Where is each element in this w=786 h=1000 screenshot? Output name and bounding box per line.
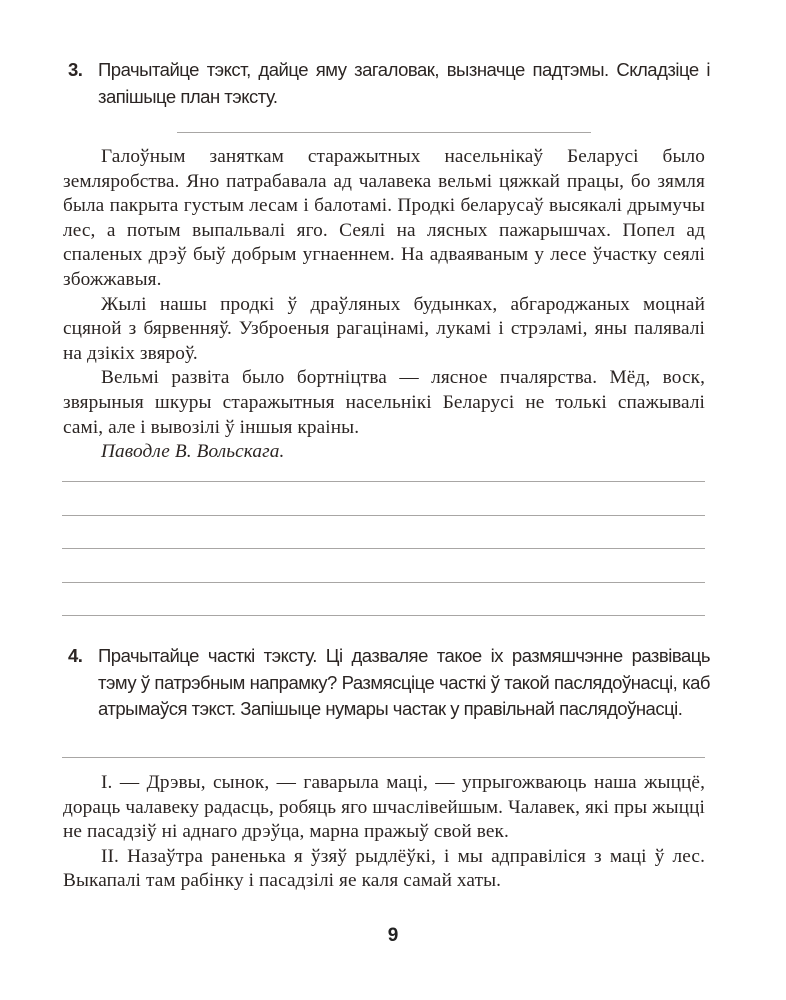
task-3-instruction (62, 57, 710, 110)
plan-line-5[interactable] (62, 615, 705, 616)
task-4-instruction (62, 643, 710, 723)
task-instruction-text: Прачытайце тэкст, дайце яму загаловак, вызначце падтэмы. Складзіце і запішыце план тэксту. (98, 59, 710, 107)
task-3-text (63, 145, 705, 465)
attribution: Паводле В. Вольскага. (101, 441, 285, 463)
task-4-parts (63, 771, 705, 894)
sequence-answer-line[interactable] (62, 757, 705, 758)
task-number: 3. (68, 59, 83, 80)
plan-line-3[interactable] (62, 548, 705, 549)
task-number: 4. (68, 645, 83, 666)
text-part-1: I. — Дрэвы, сынок, — гаварыла маці, — упрыгожваюць наша жыццё, дораць чалавеку радасць, робяць яго шчаслівейшым. Чалавек, які пры жыцці не пасадзіў ні аднаго дрэўца, марна пражыў свой век. (63, 772, 705, 843)
page-number: 9 (387, 925, 399, 946)
plan-line-2[interactable] (62, 515, 705, 516)
task-instruction-text: Прачытайце часткі тэксту. Ці дазваляе такое іх размяшчэнне развіваць тэму ў патрэбным напрамку? Размясціце часткі ў такой паслядоўнасці, каб атрымаўся тэкст. Запішыце нумары частак у правільнай паслядоўнасці. (98, 645, 710, 719)
paragraph: Жылі нашы продкі ў драўляных будынках, абгароджаных моцнай сцяной з бярвенняў. Узброеныя рагацінамі, лукамі і стрэламі, яны палявалі на дзікіх звяроў. (63, 293, 705, 364)
text-part-2: II. Назаўтра раненька я ўзяў рыдлёўкі, і мы адправіліся з маці ў лес. Выкапалі там рабінку і пасадзілі яе каля самай хаты. (63, 845, 705, 892)
plan-line-4[interactable] (62, 582, 705, 583)
paragraph: Вельмі развіта было бортніцтва — лясное пчалярства. Мёд, воск, звярыныя шкуры старажытныя насельнікі Беларусі не толькі спажывалі самі, але і вывозілі ў іншыя краіны. (63, 367, 705, 438)
paragraph: Галоўным заняткам старажытных насельнікаў Беларусі было земляробства. Яно патрабавала ад чалавека вельмі цяжкай працы, бо зямля была пакрыта густым лесам і балотамі. Продкі беларусаў высякалі дрымучы лес, а потым выпальвалі яго. Сеялі на лясных пажарышчах. Попел ад спаленых дрэў быў добрым угнаеннем. На адваяваным у лесе ўчастку сеялі збожжавыя. (63, 146, 705, 290)
plan-line-1[interactable] (62, 481, 705, 482)
title-answer-line[interactable] (177, 132, 591, 133)
